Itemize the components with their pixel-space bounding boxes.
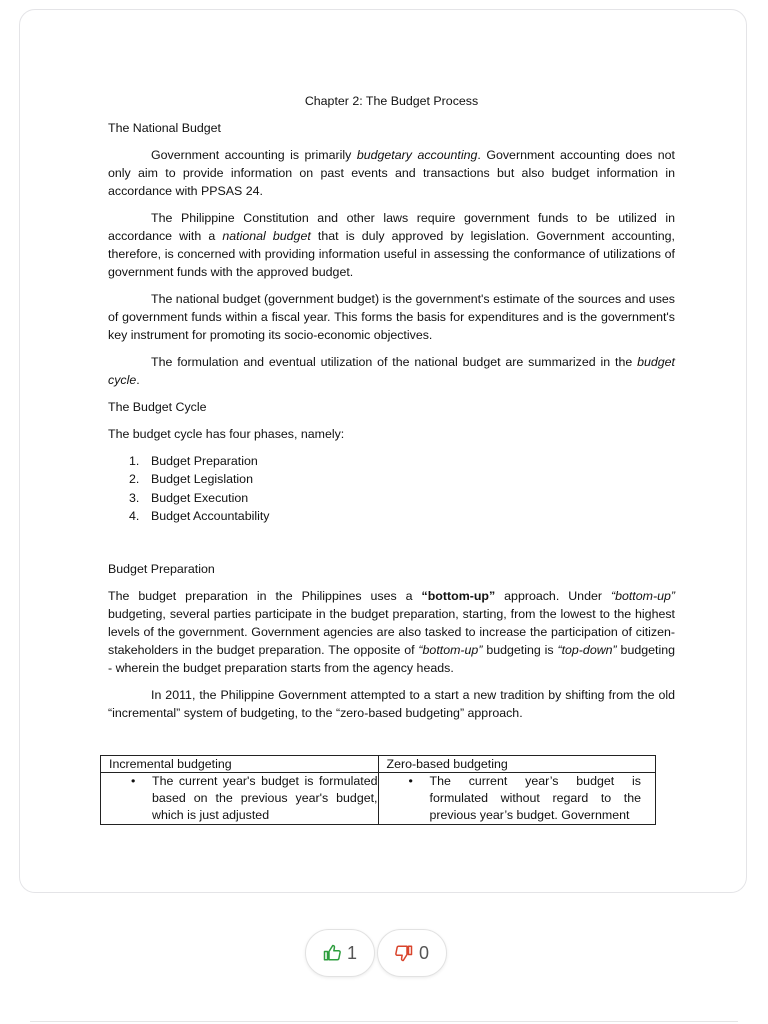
- list-item: 1. Budget Preparation: [129, 454, 258, 468]
- thumbs-up-icon: [323, 944, 341, 962]
- list-item: 4. Budget Accountability: [129, 508, 270, 523]
- budget-phase-list: [108, 452, 675, 525]
- downvote-count: 0: [418, 942, 429, 963]
- paragraph-bottom-up: The budget preparation in the Philippines uses a “bottom-up” approach. Under “bottom-up” budgeting, several parties participate in the budget preparation, starting, from the lowest to the highest levels of the government. Government agencies are also tasked to increase the participation of citizen-stakeholders in the budget preparation. The opposite of “bottom-up” budgeting is “top-down” budgeting - wherein the budget preparation starts from the agency heads.: [108, 589, 675, 676]
- section-heading-budget-preparation: Budget Preparation: [108, 562, 215, 577]
- thumbs-down-icon: [395, 944, 413, 962]
- footer-divider: [30, 1021, 738, 1022]
- bullet-icon: •: [408, 774, 413, 788]
- paragraph-budget-cycle-intro: The formulation and eventual utilization of the national budget are summarized in the budget cycle.: [108, 355, 675, 387]
- table-header-zero-based: Zero-based budgeting: [378, 756, 656, 773]
- table-cell-incremental: • The current year's budget is formulated based on the previous year's budget, which is just adjusted: [101, 773, 379, 825]
- table-cell-zero-based: • The current year’s budget is formulated without regard to the previous year’s budget. Government: [378, 773, 656, 825]
- vote-bar: [305, 929, 447, 977]
- document-body: [108, 92, 675, 731]
- budget-cycle-lead: The budget cycle has four phases, namely:: [108, 427, 345, 441]
- bullet-icon: •: [131, 774, 136, 788]
- chapter-title: Chapter 2: The Budget Process: [304, 94, 479, 108]
- section-heading-national-budget: The National Budget: [108, 121, 221, 135]
- document-page: [19, 9, 747, 893]
- paragraph-constitution: The Philippine Constitution and other laws require government funds to be utilized in accordance with a national budget that is duly approved by legislation. Government accounting, therefore, is concerned with providing information useful in assessing the conformance of utilizations of government funds with the approved budget.: [108, 211, 675, 279]
- paragraph-zero-based-shift: In 2011, the Philippine Government attempted to a start a new tradition by shifting from the old “incremental” system of budgeting, to the “zero-based budgeting” approach.: [108, 688, 675, 721]
- list-item: 3. Budget Execution: [129, 490, 249, 505]
- downvote-button[interactable]: [377, 929, 447, 977]
- paragraph-budgetary-accounting: Government accounting is primarily budgetary accounting. Government accounting does not only aim to provide information on past events and transactions but also budget information in accordance with PPSAS 24.: [108, 148, 676, 198]
- comparison-table: [100, 755, 656, 825]
- upvote-count: 1: [346, 942, 357, 963]
- table-header-incremental: Incremental budgeting: [101, 756, 379, 773]
- list-item: 2. Budget Legislation: [129, 472, 253, 487]
- comparison-table-wrapper: [100, 755, 656, 825]
- upvote-button[interactable]: [305, 929, 375, 977]
- section-heading-budget-cycle: The Budget Cycle: [108, 400, 207, 414]
- paragraph-national-budget-definition: The national budget (government budget) is the government's estimate of the sources and uses of government funds within a fiscal year. This forms the basis for expenditures and is the government's key instrument for promoting its socio-economic objectives.: [108, 292, 675, 342]
